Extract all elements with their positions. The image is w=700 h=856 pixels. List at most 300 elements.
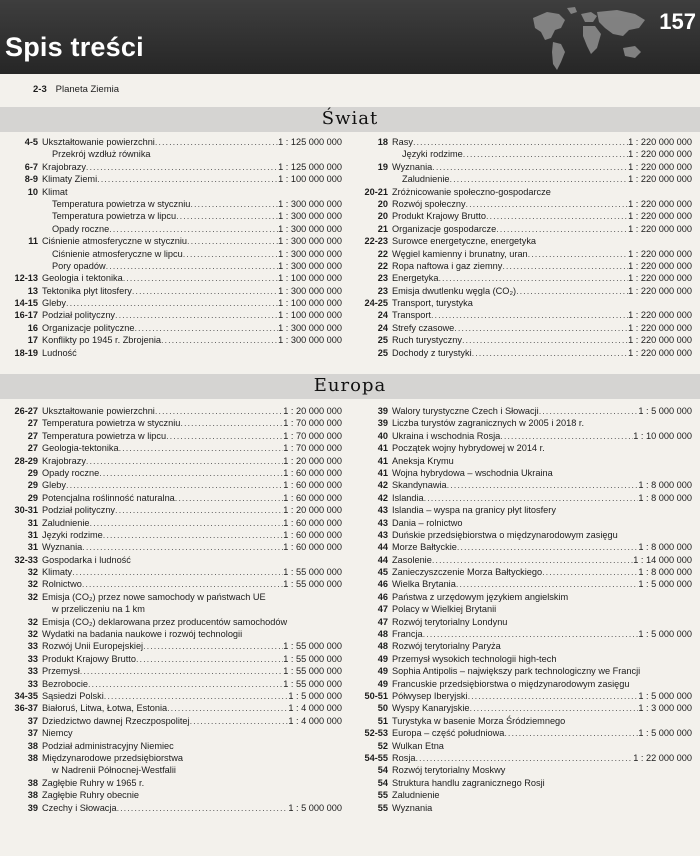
dot-leader (97, 173, 278, 185)
toc-entry-page: 18-19 (14, 347, 38, 358)
toc-entry-label: Rozwój społeczny (392, 198, 466, 209)
toc-entry-page: 38 (27, 790, 38, 801)
toc-entry-page: 29 (27, 492, 38, 503)
toc-entry-scale: 1 : 220 000 000 (628, 137, 692, 147)
toc-entry-page: 8-9 (24, 174, 38, 185)
toc-entry[interactable] (0, 603, 342, 615)
toc-entry[interactable] (350, 690, 692, 702)
toc-entry-label: Emisja (CO₂) przez nowe samochody w państwach UE (42, 591, 266, 602)
toc-entry[interactable] (0, 136, 342, 148)
toc-entry-label: Transport (392, 310, 431, 321)
toc-entry-page: 33 (27, 678, 38, 689)
toc-entry-page: 24-25 (364, 298, 388, 309)
toc-entry[interactable] (350, 248, 692, 260)
toc-entry-label: Polacy w Wielkiej Brytanii (392, 604, 497, 615)
dot-leader (66, 479, 283, 491)
toc-entry-label: Islandia (392, 492, 424, 503)
toc-entry-label: Węgiel kamienny i brunatny, uran (392, 248, 528, 259)
toc-entry-label: Rozwój terytorialny Moskwy (392, 765, 506, 776)
dot-leader (82, 541, 283, 553)
toc-entry[interactable] (350, 309, 692, 321)
toc-entry[interactable] (0, 504, 342, 516)
toc-entry[interactable] (0, 727, 342, 739)
toc-entry-label: Opady roczne (42, 467, 100, 478)
toc-entry-page: 47 (377, 604, 388, 615)
toc-entry-scale: 1 : 100 000 000 (278, 298, 342, 309)
toc-entry-label: Gleby (42, 480, 67, 491)
dot-leader (190, 198, 278, 210)
toc-entry-label: Ropa naftowa i gaz ziemny (392, 260, 503, 271)
toc-entry-page: 36-37 (14, 703, 38, 714)
toc-entry-scale: 1 : 100 000 000 (278, 174, 342, 185)
toc-entry[interactable] (0, 541, 342, 553)
toc-entry-label: Półwysep Iberyjski (392, 690, 468, 701)
toc-entry[interactable] (0, 566, 342, 578)
toc-entry-scale: 1 : 55 000 000 (283, 641, 342, 652)
toc-entry[interactable] (350, 789, 692, 801)
toc-entry-scale: 1 : 220 000 000 (628, 223, 692, 234)
toc-entry-label: Międzynarodowe przedsiębiorstwa (42, 752, 183, 763)
dot-leader (132, 285, 278, 297)
toc-entry-label: Francuskie przedsiębiorstwa o międzynarodowym zasięgu (392, 678, 630, 689)
toc-entry-scale: 1 : 5 000 000 (638, 690, 692, 701)
toc-entry-page: 32 (27, 629, 38, 640)
toc-entry[interactable] (350, 430, 692, 442)
dot-leader (66, 297, 278, 309)
toc-entry[interactable] (0, 715, 342, 727)
dot-leader (431, 309, 628, 321)
toc-entry[interactable] (350, 455, 692, 467)
toc-entry-scale: 1 : 60 000 000 (283, 467, 342, 478)
toc-entry-label: Białoruś, Litwa, Łotwa, Estonia (42, 703, 168, 714)
toc-entry[interactable] (350, 591, 692, 603)
toc-entry[interactable] (350, 715, 692, 727)
toc-entry-label: Temperatura powietrza w lipcu (52, 211, 177, 222)
toc-entry-label: Turystyka w basenie Morza Śródziemnego (392, 715, 566, 726)
toc-entry[interactable] (0, 578, 342, 590)
toc-entry-label: Podział administracyjny Niemiec (42, 740, 174, 751)
toc-entry-label: Pory opadów (52, 260, 106, 271)
toc-entry-page: 42 (377, 492, 388, 503)
toc-entry-label: Krajobrazy (42, 455, 86, 466)
toc-entry-scale: 1 : 300 000 000 (278, 236, 342, 247)
toc-entry[interactable] (350, 272, 692, 284)
toc-entry[interactable] (0, 442, 342, 454)
toc-entry[interactable] (0, 467, 342, 479)
toc-entry[interactable] (0, 554, 342, 566)
toc-entry[interactable] (350, 665, 692, 677)
toc-entry-label: Temperatura powietrza w styczniu (42, 418, 181, 429)
toc-entry[interactable] (350, 777, 692, 789)
toc-entry-page: 17 (27, 335, 38, 346)
dot-leader (456, 578, 639, 590)
toc-entry-label: Emisja dwutlenku węgla (CO₂) (392, 285, 517, 296)
toc-entry[interactable] (350, 260, 692, 272)
dot-leader (176, 210, 278, 222)
toc-entry[interactable] (350, 210, 692, 222)
toc-entry[interactable] (0, 752, 342, 764)
toc-entry-label: Konflikty po 1945 r. Zbrojenia (42, 335, 161, 346)
toc-entry-page: 41 (377, 455, 388, 466)
dot-leader (432, 161, 628, 173)
toc-entry-label: Ciśnienie atmosferyczne w lipcu (52, 248, 183, 259)
toc-entry-page: 33 (27, 641, 38, 652)
toc-entry[interactable] (350, 653, 692, 665)
toc-entry[interactable] (0, 740, 342, 752)
toc-entry-page: 12-13 (14, 273, 38, 284)
toc-entry[interactable] (350, 517, 692, 529)
toc-entry-label: Zaludnienie (42, 517, 90, 528)
dot-leader (155, 136, 278, 148)
toc-entry-page: 38 (27, 740, 38, 751)
toc-entry-label: Wyznania (392, 161, 433, 172)
toc-entry[interactable] (350, 566, 692, 578)
toc-entry[interactable] (0, 777, 342, 789)
toc-entry-page: 40 (377, 430, 388, 441)
toc-entry-label: Rasy (392, 137, 413, 147)
dot-leader (167, 702, 288, 714)
toc-entry[interactable] (0, 789, 342, 801)
section-title-europa: Europa (313, 375, 387, 396)
dot-leader (180, 417, 283, 429)
toc-entry[interactable] (0, 347, 342, 359)
toc-entry[interactable] (350, 297, 692, 309)
toc-entry-label: Bezrobocie (42, 678, 88, 689)
intro-entry[interactable] (33, 84, 119, 95)
toc-entry-page: 27 (27, 418, 38, 429)
toc-entry-page: 43 (377, 505, 388, 516)
toc-entry-label: Zagłębie Ruhry obecnie (42, 790, 140, 801)
toc-entry-label: Zagłębie Ruhry w 1965 r. (42, 777, 145, 788)
toc-entry[interactable] (0, 529, 342, 541)
toc-entry-label: Temperatura powietrza w styczniu (52, 198, 191, 209)
toc-entry[interactable] (350, 616, 692, 628)
toc-entry[interactable] (350, 740, 692, 752)
toc-entry-page: 23 (377, 285, 388, 296)
dot-leader (166, 430, 283, 442)
toc-entry[interactable] (350, 235, 692, 247)
toc-entry-page: 30-31 (14, 505, 38, 516)
toc-entry-page: 22 (377, 260, 388, 271)
toc-entry-scale: 1 : 100 000 000 (278, 310, 342, 321)
toc-entry-label: Języki rodzime (42, 529, 103, 540)
intro-label: Planeta Ziemia (55, 84, 120, 95)
toc-entry-page: 27 (27, 430, 38, 441)
toc-entry[interactable] (0, 272, 342, 284)
toc-entry-page: 31 (27, 529, 38, 540)
toc-entry[interactable] (350, 136, 692, 148)
toc-entry-page: 24 (377, 322, 388, 333)
toc-entry-label: Wyznania (392, 802, 433, 813)
toc-entry-label: Struktura handlu zagranicznego Rosji (392, 777, 545, 788)
intro-page: 2-3 (33, 84, 47, 95)
toc-entry[interactable] (350, 802, 692, 814)
toc-entry-label: Klimaty (42, 567, 73, 578)
toc-entry-page: 43 (377, 517, 388, 528)
toc-entry[interactable] (0, 764, 342, 776)
toc-entry-scale: 1 : 220 000 000 (628, 322, 692, 333)
dot-leader (161, 334, 278, 346)
toc-entry-label: Surowce energetyczne, energetyka (392, 236, 537, 247)
toc-entry[interactable] (0, 285, 342, 297)
toc-entry-label: Ludność (42, 347, 77, 358)
toc-entry[interactable] (350, 223, 692, 235)
toc-entry[interactable] (0, 653, 342, 665)
toc-entry-page: 31 (27, 542, 38, 553)
toc-entry-scale: 1 : 125 000 000 (278, 137, 342, 147)
toc-entry[interactable] (350, 161, 692, 173)
toc-entry[interactable] (0, 616, 342, 628)
toc-entry[interactable] (350, 678, 692, 690)
toc-column-europa-left (0, 405, 342, 814)
toc-entry-scale: 1 : 8 000 000 (638, 480, 692, 491)
toc-entry-label: Państwa z urzędowym językiem angielskim (392, 591, 569, 602)
toc-entry[interactable] (0, 334, 342, 346)
toc-entry[interactable] (350, 405, 692, 417)
toc-entry-page: 31 (27, 517, 38, 528)
toc-entry[interactable] (0, 260, 342, 272)
page-header (0, 0, 700, 74)
dot-leader (450, 173, 629, 185)
toc-entry[interactable] (350, 554, 692, 566)
toc-entry[interactable] (350, 492, 692, 504)
toc-entry-scale: 1 : 60 000 000 (283, 542, 342, 553)
dot-leader (134, 322, 278, 334)
toc-entry-page: 29 (27, 480, 38, 491)
toc-entry-label: Produkt Krajowy Brutto (392, 211, 486, 222)
toc-entry-page: 37 (27, 728, 38, 739)
toc-entry[interactable] (0, 678, 342, 690)
toc-entry[interactable] (350, 467, 692, 479)
toc-entry-label: Krajobrazy (42, 161, 86, 172)
toc-entry[interactable] (0, 198, 342, 210)
toc-entry[interactable] (350, 603, 692, 615)
toc-entry-label: Niemcy (42, 728, 73, 739)
toc-entry[interactable] (0, 492, 342, 504)
dot-leader (88, 678, 283, 690)
toc-entry-label: Wyznania (42, 542, 83, 553)
toc-entry[interactable] (0, 628, 342, 640)
toc-entry[interactable] (350, 334, 692, 346)
toc-entry-scale: 1 : 5 000 000 (288, 802, 342, 813)
toc-entry-page: 20 (377, 198, 388, 209)
toc-entry-label: Liczba turystów zagranicznych w 2005 i 2018 r. (392, 418, 585, 429)
toc-entry[interactable] (350, 285, 692, 297)
toc-entry-label: Zaludnienie (392, 790, 440, 801)
toc-entry[interactable] (350, 417, 692, 429)
toc-entry[interactable] (0, 430, 342, 442)
toc-entry[interactable] (350, 640, 692, 652)
toc-entry[interactable] (0, 640, 342, 652)
toc-entry-page: 39 (377, 406, 388, 416)
toc-entry-page: 14-15 (14, 298, 38, 309)
toc-entry[interactable] (0, 702, 342, 714)
toc-entry[interactable] (350, 173, 692, 185)
toc-entry-scale: 1 : 55 000 000 (283, 678, 342, 689)
toc-entry-scale: 1 : 60 000 000 (283, 492, 342, 503)
toc-entry-scale: 1 : 4 000 000 (288, 703, 342, 714)
toc-entry-page: 37 (27, 715, 38, 726)
toc-entry[interactable] (350, 764, 692, 776)
toc-entry[interactable] (0, 802, 342, 814)
toc-entry-scale: 1 : 5 000 000 (638, 728, 692, 739)
toc-entry-page: 11 (28, 236, 38, 247)
toc-entry-page: 32 (27, 616, 38, 627)
toc-entry-page: 49 (377, 666, 388, 677)
toc-entry-label: Wulkan Etna (392, 740, 444, 751)
toc-entry-scale: 1 : 220 000 000 (628, 335, 692, 346)
toc-entry-page: 44 (377, 542, 388, 553)
toc-entry-page: 50 (377, 703, 388, 714)
toc-entry[interactable] (350, 186, 692, 198)
dot-leader (470, 702, 639, 714)
toc-entry[interactable] (350, 541, 692, 553)
toc-entry-label: Rozwój terytorialny Londynu (392, 616, 508, 627)
toc-entry-scale: 1 : 220 000 000 (628, 310, 692, 321)
toc-entry[interactable] (350, 198, 692, 210)
dot-leader (500, 430, 633, 442)
toc-entry-scale: 1 : 5 000 000 (288, 690, 342, 701)
toc-entry-label: Temperatura powietrza w lipcu (42, 430, 167, 441)
toc-entry-page: 48 (377, 641, 388, 652)
toc-entry[interactable] (0, 309, 342, 321)
toc-entry-label: w przeliczeniu na 1 km (52, 604, 145, 615)
toc-entry[interactable] (0, 517, 342, 529)
toc-entry[interactable] (350, 504, 692, 516)
dot-leader (502, 260, 628, 272)
toc-entry-page: 50-51 (364, 690, 388, 701)
dot-leader (119, 442, 284, 454)
dot-leader (143, 640, 283, 652)
toc-entry-label: Potencjalna roślinność naturalna (42, 492, 175, 503)
toc-entry[interactable] (350, 529, 692, 541)
toc-entry-label: Energetyka (392, 273, 439, 284)
toc-entry[interactable] (350, 148, 692, 160)
toc-entry-page: 25 (377, 335, 388, 346)
toc-entry-label: Przekrój wzdłuż równika (52, 149, 151, 160)
toc-entry[interactable] (0, 322, 342, 334)
dot-leader (104, 690, 289, 702)
toc-entry-label: Tektonika płyt litosfery (42, 285, 132, 296)
toc-entry-label: Walory turystyczne Czech i Słowacji (392, 406, 539, 416)
toc-entry-label: Wyspy Kanaryjskie (392, 703, 470, 714)
toc-entry[interactable] (350, 702, 692, 714)
toc-entry[interactable] (350, 727, 692, 739)
toc-entry-scale: 1 : 300 000 000 (278, 211, 342, 222)
toc-entry[interactable] (0, 148, 342, 160)
toc-column-swiat-right (350, 136, 692, 359)
dot-leader (103, 529, 283, 541)
toc-entry[interactable] (0, 417, 342, 429)
toc-entry-page: 33 (27, 653, 38, 664)
toc-entry-scale: 1 : 300 000 000 (278, 223, 342, 234)
toc-entry[interactable] (0, 665, 342, 677)
toc-entry[interactable] (0, 210, 342, 222)
dot-leader (72, 566, 283, 578)
toc-entry-label: Wielka Brytania (392, 579, 456, 590)
toc-entry-page: 21 (377, 223, 388, 234)
toc-entry[interactable] (350, 322, 692, 334)
toc-entry-scale: 1 : 300 000 000 (278, 248, 342, 259)
toc-entry-label: Wojna hybrydowa – wschodnia Ukraina (392, 467, 553, 478)
dot-leader (80, 665, 283, 677)
toc-entry-label: Rolnictwo (42, 579, 82, 590)
toc-entry[interactable] (0, 248, 342, 260)
toc-entry-page: 33 (27, 666, 38, 677)
dot-leader (90, 517, 284, 529)
toc-entry-page: 39 (377, 418, 388, 429)
dot-leader (438, 272, 628, 284)
toc-entry-label: Przemysł (42, 666, 80, 677)
toc-entry-page: 22-23 (364, 236, 388, 247)
toc-entry-scale: 1 : 5 000 000 (638, 406, 692, 416)
toc-entry-page: 16-17 (14, 310, 38, 321)
toc-entry-label: Emisja (CO₂) deklarowana przez producentów samochodów (42, 616, 288, 627)
toc-entry-scale: 1 : 220 000 000 (628, 149, 692, 160)
toc-entry-page: 52-53 (364, 728, 388, 739)
toc-entry[interactable] (0, 455, 342, 467)
toc-entry-page: 54 (377, 765, 388, 776)
toc-entry[interactable] (350, 442, 692, 454)
toc-entry-scale: 1 : 55 000 000 (283, 567, 342, 578)
toc-entry[interactable] (350, 479, 692, 491)
toc-entry-label: Transport, turystyka (392, 298, 473, 309)
toc-entry-page: 32 (27, 567, 38, 578)
toc-entry[interactable] (350, 752, 692, 764)
toc-entry[interactable] (0, 186, 342, 198)
toc-entry-scale: 1 : 125 000 000 (278, 161, 342, 172)
toc-entry[interactable] (0, 235, 342, 247)
toc-entry[interactable] (0, 690, 342, 702)
dot-leader (99, 467, 283, 479)
toc-entry-label: Zasolenie (392, 554, 432, 565)
toc-entry-page: 10 (27, 186, 38, 197)
toc-entry-label: Geologia i tektonika (42, 273, 123, 284)
page-number: 157 (659, 9, 696, 34)
toc-entry[interactable] (0, 479, 342, 491)
toc-entry-scale: 1 : 220 000 000 (628, 198, 692, 209)
toc-entry-page: 55 (377, 790, 388, 801)
toc-entry-label: Gleby (42, 298, 67, 309)
toc-entry[interactable] (350, 628, 692, 640)
toc-entry[interactable] (0, 405, 342, 417)
toc-entry-label: Rozwój terytorialny Paryża (392, 641, 501, 652)
dot-leader (86, 455, 283, 467)
toc-entry[interactable] (0, 591, 342, 603)
toc-entry-page: 25 (377, 347, 388, 358)
toc-entry[interactable] (0, 297, 342, 309)
toc-entry-page: 55 (377, 802, 388, 813)
toc-entry-page: 38 (27, 777, 38, 788)
toc-entry[interactable] (350, 347, 692, 359)
dot-leader (155, 405, 283, 417)
toc-entry-scale: 1 : 220 000 000 (628, 211, 692, 222)
toc-entry[interactable] (350, 578, 692, 590)
toc-entry[interactable] (0, 223, 342, 235)
dot-leader (472, 347, 628, 359)
toc-entry-page: 28-29 (14, 455, 38, 466)
toc-entry-label: Francja (392, 629, 423, 640)
toc-entry-label: Morze Bałtyckie (392, 542, 457, 553)
world-map-icon (525, 4, 655, 72)
toc-entry[interactable] (0, 173, 342, 185)
dot-leader (115, 309, 278, 321)
toc-entry[interactable] (0, 161, 342, 173)
toc-entry-page: 26-27 (14, 406, 38, 416)
toc-entry-scale: 1 : 220 000 000 (628, 347, 692, 358)
toc-entry-label: Dania – rolnictwo (392, 517, 463, 528)
dot-leader (424, 492, 639, 504)
